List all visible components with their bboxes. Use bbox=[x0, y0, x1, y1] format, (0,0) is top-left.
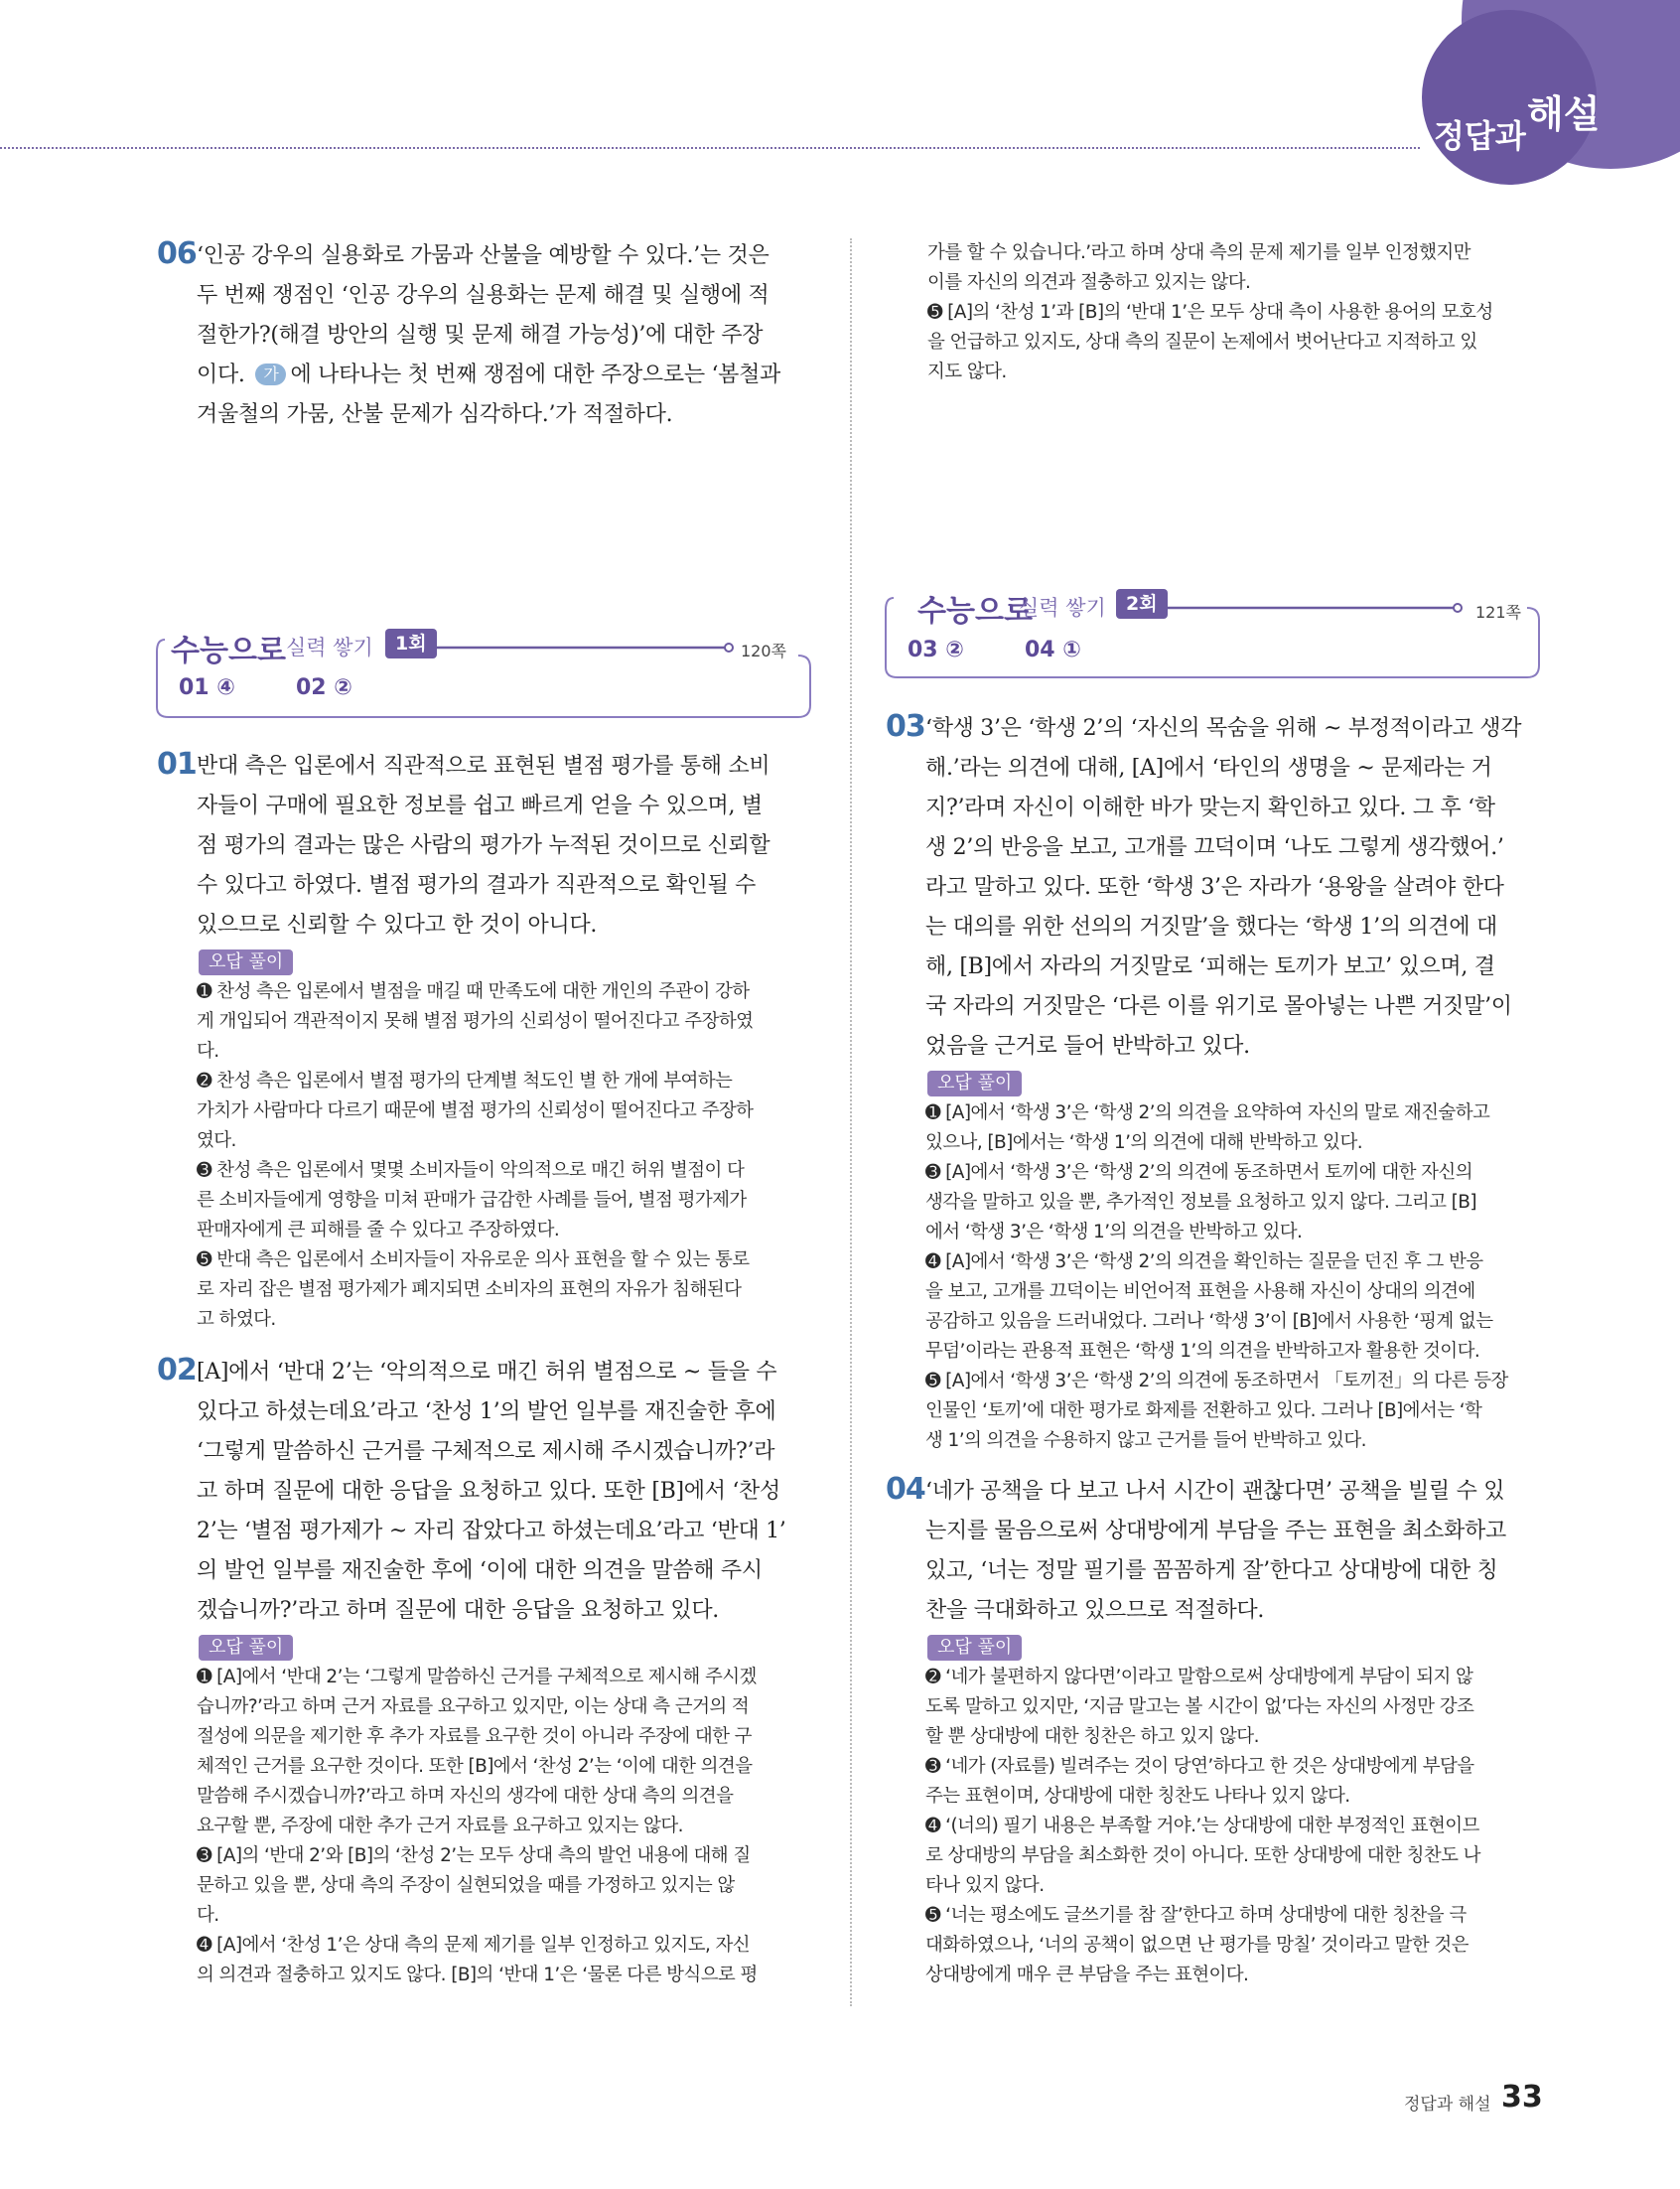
text-line: 을 보고, 고개를 끄덕이는 비언어적 표현을 사용해 자신이 상대의 의견에 bbox=[925, 1281, 1475, 1302]
section-round-badge: 1회 bbox=[385, 629, 437, 658]
text-line: 는지를 물음으로써 상대방에게 부담을 주는 표현을 최소화하고 bbox=[925, 1519, 1506, 1543]
text-line: 는 대의를 위한 선의의 거짓말’을 했다는 ‘학생 1’의 의견에 대 bbox=[925, 915, 1497, 940]
text-line: ➎ ‘너는 평소에도 글쓰기를 참 잘’한다고 하며 상대방에 대한 칭찬을 극 bbox=[925, 1905, 1467, 1926]
text-line: 문하고 있을 뿐, 상대 측의 주장이 실현되었을 때를 가정하고 있지는 않 bbox=[197, 1875, 735, 1896]
text-line: 로 자리 잡은 별점 평가제가 폐지되면 소비자의 표현의 자유가 침해된다 bbox=[197, 1279, 742, 1300]
header-label-answer: 정답과 bbox=[1434, 117, 1526, 155]
header-dotted-rule bbox=[0, 147, 1420, 149]
answer-03: 03 ② bbox=[908, 638, 964, 662]
question-06-text bbox=[197, 236, 812, 435]
text-line: 체적인 근거를 요구한 것이다. 또한 [B]에서 ‘찬성 2’는 ‘이에 대한 의견을 bbox=[197, 1756, 753, 1777]
text-line: 가를 할 수 있습니다.’라고 하며 상대 측의 문제 제기를 일부 인정했지만 bbox=[927, 242, 1470, 263]
text-line: 공감하고 있음을 드러내었다. 그러나 ‘학생 3’이 [B]에서 사용한 ‘핑계 없는 bbox=[925, 1311, 1493, 1332]
text-line: 수 있다고 하였다. 별점 평가의 결과가 직관적으로 확인될 수 bbox=[197, 873, 757, 898]
wrong-answer-badge: 오답 풀이 bbox=[199, 1635, 293, 1661]
text-line: 에서 ‘학생 3’은 ‘학생 1’의 의견을 반박하고 있다. bbox=[925, 1222, 1303, 1242]
question-number: 04 bbox=[886, 1472, 925, 1507]
text-line: ➎ [A]에서 ‘학생 3’은 ‘학생 2’의 의견에 동조하면서 「토끼전」의 다른 등장 bbox=[925, 1371, 1508, 1391]
text-line: 른 소비자들에게 영향을 미쳐 판매가 급감한 사례를 들어, 별점 평가제가 bbox=[197, 1190, 747, 1211]
text-line: 다. bbox=[197, 1905, 219, 1926]
text-line: ‘인공 강우의 실용화로 가뭄과 산불을 예방할 수 있다.’는 것은 bbox=[197, 243, 770, 268]
text-line: ➊ [A]에서 ‘반대 2’는 ‘그렇게 말씀하신 근거를 구체적으로 제시해 주시겠 bbox=[197, 1667, 757, 1687]
text-line: 있으나, [B]에서는 ‘학생 1’의 의견에 대해 반박하고 있다. bbox=[925, 1132, 1363, 1153]
text-line: 할 뿐 상대방에 대한 칭찬은 하고 있지 않다. bbox=[925, 1726, 1259, 1747]
text-line: 의 발언 일부를 재진술한 후에 ‘이에 대한 의견을 말씀해 주시 bbox=[197, 1558, 763, 1583]
section-subtitle: 실력 쌓기 bbox=[1019, 596, 1106, 620]
text-line: 찬을 극대화하고 있으므로 적절하다. bbox=[925, 1598, 1265, 1623]
text-line: 고 하며 질문에 대한 응답을 요청하고 있다. 또한 [B]에서 ‘찬성 bbox=[197, 1479, 780, 1504]
page-number: 33 bbox=[1501, 2080, 1543, 2115]
text-line: 의 의견과 절충하고 있지도 않다. [B]의 ‘반대 1’은 ‘물론 다른 방식으로 평 bbox=[197, 1965, 758, 1985]
wrong-answer-explanation bbox=[197, 1663, 822, 1990]
text-line: 있다고 하셨는데요’라고 ‘찬성 1’의 발언 일부를 재진술한 후에 bbox=[197, 1399, 776, 1424]
text-line: 라고 말하고 있다. 또한 ‘학생 3’은 자라가 ‘용왕을 살려야 한다 bbox=[925, 875, 1504, 900]
text-line: ➍ ‘(너의) 필기 내용은 부족할 거야.’는 상대방에 대한 부정적인 표현이므 bbox=[925, 1816, 1479, 1836]
text-line: 주는 표현이며, 상대방에 대한 칭찬도 나타나 있지 않다. bbox=[925, 1786, 1350, 1807]
text-line: 국 자라의 거짓말은 ‘다른 이를 위기로 몰아넣는 나쁜 거짓말’이 bbox=[925, 994, 1512, 1019]
text-line: 두 번째 쟁점인 ‘인공 강우의 실용화는 문제 해결 및 실행에 적 bbox=[197, 283, 770, 308]
text-line: 이를 자신의 의견과 절충하고 있지는 않다. bbox=[927, 272, 1251, 293]
section-title: 수능으로 bbox=[171, 634, 286, 668]
section-page-ref: 120쪽 bbox=[741, 642, 786, 660]
footer-label: 정답과 해설 bbox=[1404, 2095, 1491, 2115]
text-line: 상대방에게 매우 큰 부담을 주는 표현이다. bbox=[925, 1965, 1249, 1985]
text-line: 을 언급하고 있지도, 상대 측의 질문이 논제에서 벗어난다고 지적하고 있 bbox=[927, 332, 1477, 353]
wrong-answer-explanation bbox=[925, 1098, 1551, 1456]
text-line: 생 1’의 의견을 수용하지 않고 근거를 들어 반박하고 있다. bbox=[925, 1430, 1366, 1451]
text-line: ‘학생 3’은 ‘학생 2’의 ‘자신의 목숨을 위해 ~ 부정적이라고 생각 bbox=[925, 716, 1522, 741]
text-line: 습니까?’라고 하며 근거 자료를 요구하고 있지만, 이는 상대 측 근거의 적 bbox=[197, 1696, 750, 1717]
text-line: 해.’라는 의견에 대해, [A]에서 ‘타인의 생명을 ~ 문제라는 거 bbox=[925, 756, 1492, 781]
question-03 bbox=[925, 709, 1551, 1456]
wrong-answer-badge: 오답 풀이 bbox=[927, 1635, 1022, 1661]
text-line: ➊ 찬성 측은 입론에서 별점을 매길 때 만족도에 대한 개인의 주관이 강하 bbox=[197, 981, 750, 1002]
text-line: ➎ [A]의 ‘찬성 1’과 [B]의 ‘반대 1’은 모두 상대 측이 사용한 용어의 모호성 bbox=[927, 302, 1493, 323]
text-line: ➌ [A]의 ‘반대 2’와 [B]의 ‘찬성 2’는 모두 상대 측의 발언 내용에 대해 질 bbox=[197, 1845, 751, 1866]
text-line: 있고, ‘너는 정말 필기를 꼼꼼하게 잘’한다고 상대방에 대한 칭 bbox=[925, 1558, 1498, 1583]
section-page-ref: 121쪽 bbox=[1475, 603, 1521, 622]
text-line: 말씀해 주시겠습니까?’라고 하며 자신의 생각에 대한 상대 측의 의견을 bbox=[197, 1786, 734, 1807]
right-top-continuation bbox=[927, 238, 1543, 387]
text-line: 해, [B]에서 자라의 거짓말로 ‘피해는 토끼가 보고’ 있으며, 결 bbox=[925, 954, 1495, 979]
text-line: 지도 않다. bbox=[927, 362, 1007, 382]
section-round-badge: 2회 bbox=[1116, 589, 1168, 619]
text-line: 절한가?(해결 방안의 실행 및 문제 해결 가능성)’에 대한 주장 bbox=[197, 323, 764, 348]
text-line: 로 상대방의 부담을 최소화한 것이 아니다. 또한 상대방에 대한 칭찬도 나 bbox=[925, 1845, 1480, 1866]
text-line: 가치가 사람마다 다르기 때문에 별점 평가의 신뢰성이 떨어진다고 주장하 bbox=[197, 1100, 754, 1121]
question-01 bbox=[197, 747, 822, 1335]
text-line: 있으므로 신뢰할 수 있다고 한 것이 아니다. bbox=[197, 913, 598, 938]
text-line: ‘그렇게 말씀하신 근거를 구체적으로 제시해 주시겠습니까?’라 bbox=[197, 1439, 775, 1464]
wrong-answer-explanation bbox=[925, 1663, 1551, 1990]
text-line: 요구할 뿐, 주장에 대한 추가 근거 자료를 요구하고 있지는 않다. bbox=[197, 1816, 683, 1836]
text-line: 판매자에게 큰 피해를 줄 수 있다고 주장하였다. bbox=[197, 1220, 560, 1240]
text-line: [A]에서 ‘반대 2’는 ‘악의적으로 매긴 허위 별점으로 ~ 들을 수 bbox=[197, 1360, 777, 1385]
header-label-explanation: 해설 bbox=[1527, 92, 1601, 136]
text-line: ➍ [A]에서 ‘찬성 1’은 상대 측의 문제 제기를 일부 인정하고 있지도, 자신 bbox=[197, 1935, 751, 1956]
text-line: 자들이 구매에 필요한 정보를 쉽고 빠르게 얻을 수 있으며, 별 bbox=[197, 794, 763, 818]
answer-04: 04 ① bbox=[1025, 638, 1081, 662]
text-line: 인물인 ‘토끼’에 대한 평가로 화제를 전환하고 있다. 그러나 [B]에서는 ‘학 bbox=[925, 1400, 1482, 1421]
text-line: ➌ 찬성 측은 입론에서 몇몇 소비자들이 악의적으로 매긴 허위 별점이 다 bbox=[197, 1160, 745, 1181]
question-02 bbox=[197, 1353, 822, 1990]
text-line: 무덤’이라는 관용적 표현은 ‘학생 1’의 의견을 반박하고자 활용한 것이다. bbox=[925, 1341, 1480, 1362]
text-line: 점 평가의 결과는 많은 사람의 평가가 누적된 것이므로 신뢰할 bbox=[197, 833, 770, 858]
section-title: 수능으로 bbox=[917, 594, 1033, 629]
question-number: 01 bbox=[157, 747, 197, 782]
text-line: ➌ [A]에서 ‘학생 3’은 ‘학생 2’의 의견에 동조하면서 토끼에 대한 자신의 bbox=[925, 1162, 1472, 1183]
text-line: ‘네가 공책을 다 보고 나서 시간이 괜찮다면’ 공책을 빌릴 수 있 bbox=[925, 1479, 1505, 1504]
text-line: 반대 측은 입론에서 직관적으로 표현된 별점 평가를 통해 소비 bbox=[197, 754, 770, 779]
answer-02: 02 ② bbox=[296, 675, 352, 700]
question-number: 03 bbox=[886, 709, 925, 744]
wrong-answer-explanation bbox=[197, 977, 822, 1335]
text-line: 었음을 근거로 들어 반박하고 있다. bbox=[925, 1034, 1250, 1059]
text-line: ➍ [A]에서 ‘학생 3’은 ‘학생 2’의 의견을 확인하는 질문을 던진 후 그 반응 bbox=[925, 1251, 1483, 1272]
text-line: ➋ ‘네가 불편하지 않다면’이라고 말함으로써 상대방에게 부담이 되지 않 bbox=[925, 1667, 1473, 1687]
text-line: 게 개입되어 객관적이지 못해 별점 평가의 신뢰성이 떨어진다고 주장하였 bbox=[197, 1011, 754, 1032]
text-line: ➋ 찬성 측은 입론에서 별점 평가의 단계별 척도인 별 한 개에 부여하는 bbox=[197, 1071, 733, 1092]
text-line: ➊ [A]에서 ‘학생 3’은 ‘학생 2’의 의견을 요약하여 자신의 말로 재진술하고 bbox=[925, 1102, 1490, 1123]
text-line: 절성에 의문을 제기한 후 추가 자료를 요구한 것이 아니라 주장에 대한 구 bbox=[197, 1726, 752, 1747]
question-number: 02 bbox=[157, 1353, 197, 1387]
text-line: 겨울철의 가뭄, 산불 문제가 심각하다.’가 적절하다. bbox=[197, 402, 673, 427]
wrong-answer-badge: 오답 풀이 bbox=[199, 949, 293, 975]
text-line: 생각을 말하고 있을 뿐, 추가적인 정보를 요청하고 있지 않다. 그리고 [B] bbox=[925, 1192, 1477, 1213]
text-line: 겠습니까?’라고 하며 질문에 대한 응답을 요청하고 있다. bbox=[197, 1598, 719, 1623]
text-line: 지?’라며 자신이 이해한 바가 맞는지 확인하고 있다. 그 후 ‘학 bbox=[925, 796, 1495, 820]
text-line: 타나 있지 않다. bbox=[925, 1875, 1045, 1896]
question-number: 06 bbox=[157, 236, 197, 271]
text-line: 고 하였다. bbox=[197, 1309, 276, 1330]
text-line: 2’는 ‘별점 평가제가 ~ 자리 잡았다고 하셨는데요’라고 ‘반대 1’ bbox=[197, 1519, 786, 1543]
text-line: 이다. 가 에 나타나는 첫 번째 쟁점에 대한 주장으로는 ‘봄철과 bbox=[197, 363, 781, 387]
answer-01: 01 ④ bbox=[179, 675, 235, 700]
text-line: 생 2’의 반응을 보고, 고개를 끄덕이며 ‘나도 그렇게 생각했어.’ bbox=[925, 835, 1504, 860]
text-line: ➎ 반대 측은 입론에서 소비자들이 자유로운 의사 표현을 할 수 있는 통로 bbox=[197, 1249, 750, 1270]
text-line: 대화하였으나, ‘너의 공책이 없으면 난 평가를 망칠’ 것이라고 말한 것은 bbox=[925, 1935, 1469, 1956]
text-line: 다. bbox=[197, 1041, 219, 1062]
wrong-answer-badge: 오답 풀이 bbox=[927, 1071, 1022, 1096]
question-04 bbox=[925, 1472, 1551, 1990]
text-line: ➌ ‘네가 (자료를) 빌려주는 것이 당연’하다고 한 것은 상대방에게 부담을 bbox=[925, 1756, 1474, 1777]
text-line: 도록 말하고 있지만, ‘지금 말고는 볼 시간이 없’다는 자신의 사정만 강조 bbox=[925, 1696, 1474, 1717]
column-divider bbox=[850, 238, 852, 2006]
section-subtitle: 실력 쌓기 bbox=[286, 636, 373, 659]
text-line: 였다. bbox=[197, 1130, 236, 1151]
ga-marker: 가 bbox=[255, 364, 286, 385]
